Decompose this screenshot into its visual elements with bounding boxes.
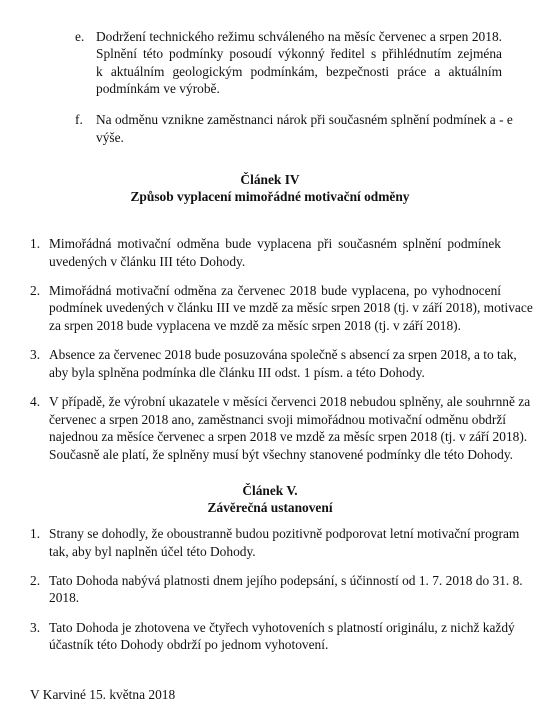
list-marker: e. (75, 29, 85, 44)
list-marker: 1. (30, 236, 41, 251)
list-marker: 1. (30, 526, 41, 541)
text-line: Současně ale platí, že splněny musí být všechny stanovené podmínky dle této Dohody. (49, 447, 513, 462)
list-marker: 2. (30, 283, 41, 298)
list-marker: 3. (30, 347, 41, 362)
list-item-f (0, 100, 540, 150)
text-line: Absence za červenec 2018 bude posuzována společně s absencí za srpen 2018, a to tak, (49, 347, 517, 362)
text-line: Dodržení technického režimu schváleného na měsíc červenec a srpen 2018. (96, 29, 502, 44)
text-line: Mimořádná motivační odměna za červenec 2018 bude vyplacena, po vyhodnocení (49, 283, 501, 298)
text-line: tak, aby byl naplněn účel této Dohody. (49, 544, 256, 559)
text-line: účastník této Dohody obdrží po jednom vyhotovení. (49, 637, 329, 652)
list-marker: 4. (30, 394, 41, 409)
list-marker: 2. (30, 573, 41, 588)
text-line: podmínek uvedených v článku III ve mzdě za měsíc srpen 2018 (tj. v září 2018), motivace (49, 300, 533, 315)
text-line: Mimořádná motivační odměna bude vyplacena při současném splnění podmínek (49, 236, 501, 251)
text-line: Strany se dohodly, že oboustranně budou pozitivně podporovat letní motivační program (49, 526, 520, 541)
place-date: V Karviné 15. května 2018 (30, 687, 176, 702)
list-item-e (0, 0, 540, 110)
text-line: 2018. (49, 590, 80, 605)
article-subtitle: Závěrečná ustanovení (207, 500, 333, 515)
text-line: Na odměnu vznikne zaměstnanci nárok při současném splnění podmínek a - e (96, 112, 513, 127)
text-line: uvedených v článku III této Dohody. (49, 254, 246, 269)
text-line: najednou za měsíce červenec a srpen 2018 ve mzdě za měsíc srpen 2018 (tj. v září 2018). (49, 429, 528, 444)
text-line: Tato Dohoda nabývá platnosti dnem jejího podepsání, s účinností od 1. 7. 2018 do 31. 8. (49, 573, 523, 588)
text-line: aby byla splněna podmínka dle článku III odst. 1 písm. a této Dohody. (49, 365, 425, 380)
text-line: Splnění této podmínky posoudí výkonný ředitel s přihlédnutím zejména (96, 46, 502, 61)
text-line: Tato Dohoda je zhotovena ve čtyřech vyhotoveních s platností originálu, z nichž každý (49, 620, 515, 635)
text-line: červenec a srpen 2018 ano, zaměstnanci svoji mimořádnou motivační odměnu obdrží (49, 412, 507, 427)
text-line: za srpen 2018 bude vyplacena ve mzdě za měsíc srpen 2018 (tj. v září 2018). (49, 318, 461, 333)
text-line: výše. (96, 130, 124, 145)
list-marker: f. (75, 112, 83, 127)
article-subtitle: Způsob vyplacení mimořádné motivační odměny (130, 189, 410, 204)
list-marker: 3. (30, 620, 41, 635)
article-title: Článek V. (242, 483, 298, 498)
text-line: V případě, že výrobní ukazatele v měsíci červenci 2018 nebudou splněny, ale souhrnně za (49, 394, 531, 409)
article-title: Článek IV (240, 172, 300, 187)
text-line: podmínkám ve výrobě. (96, 81, 220, 96)
text-line: k aktuálním geologickým podmínkám, bezpečnosti práce a aktuálním (96, 64, 502, 79)
